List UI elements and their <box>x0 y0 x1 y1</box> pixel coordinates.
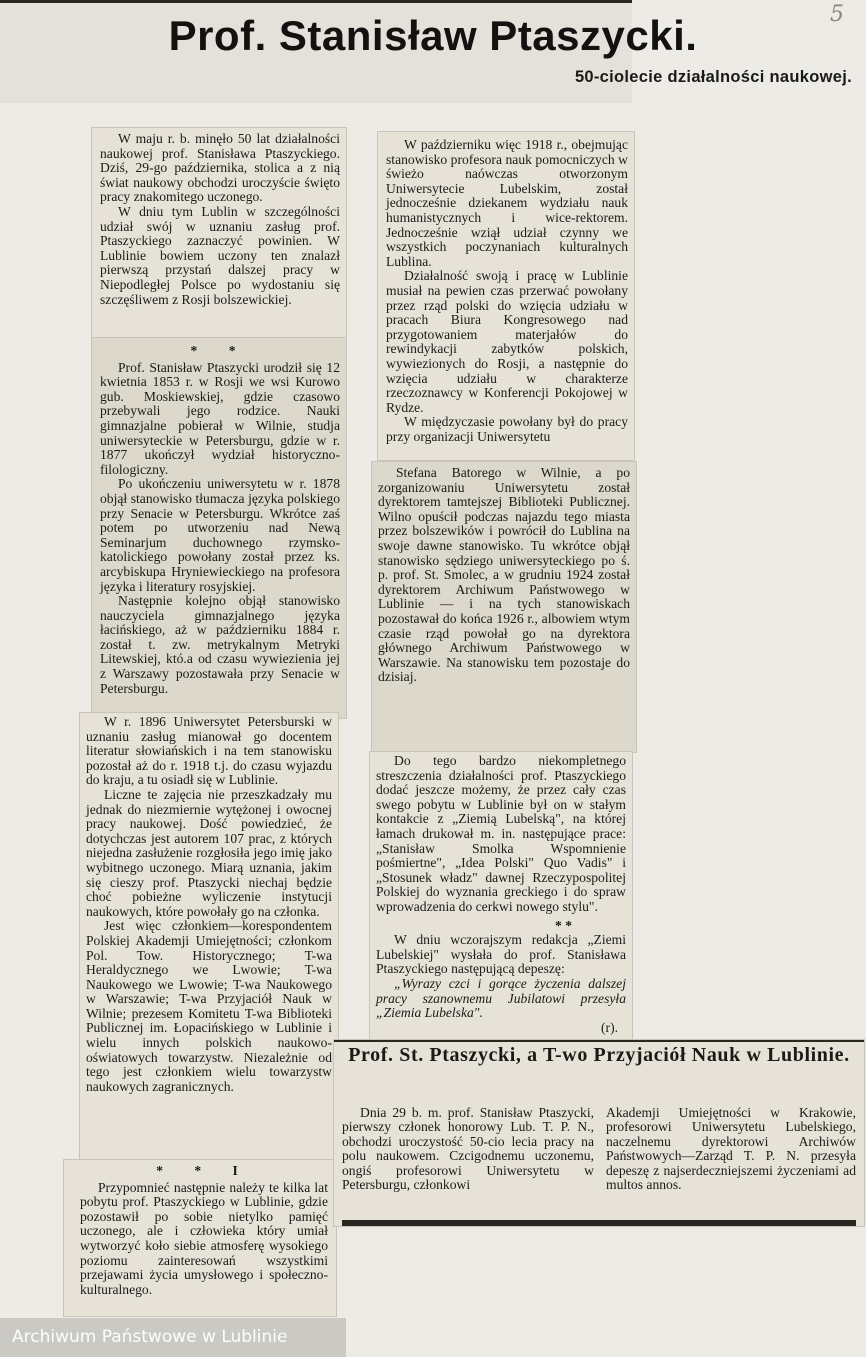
note-column-2 <box>606 1106 856 1192</box>
archive-watermark <box>0 1318 346 1357</box>
paragraph: Akademji Umiejętności w Krakowie, profesorowi Uniwersytetu Lubelskiego, naczelnemu dyrektorowi Archiwów Państwowych—Zarząd T. P. N. przesyła depeszę z najserdeczniejszemi życzeniami ad multos annos. <box>606 1105 856 1193</box>
section-separator: * * I <box>156 1163 252 1178</box>
archive-watermark-text: Archiwum Państwowe w Lublinie <box>12 1327 288 1347</box>
paragraph: Dnia 29 b. m. prof. Stanisław Ptaszycki, pierwszy członek honorowy Lub. T. P. N., obchodzi uroczystość 50-cio lecia pracy na polu naukowem. Czcigodnemu uczonemu, ongiś profesorowi Uniwersytetu w Petersburgu, członkowi <box>342 1105 594 1193</box>
paragraph: W październiku więc 1918 r., obejmując stanowisko profesora nauk pomocniczych w świeżo naówczas otworzonym Uniwersytecie Lubelskim, został jednocześnie dziekanem wydziału nauk humanistycznych i wice-rektorem. Jednocześnie wziął udział czynny we wszystkich poczynaniach kulturalnych Lublina. <box>386 137 628 269</box>
left-clipping-4 <box>64 1160 336 1316</box>
article-subtitle: 50-ciolecie działalności naukowej. <box>574 68 852 86</box>
paragraph: Następnie kolejno objął stanowisko nauczyciela gimnazjalnego języka łacińskiego, aż w październiku 1884 r. został t. zw. metrykalnym Metryki Litewskiej, któ.a od czasu wywiezienia jej z Warszawy pozostawała przy Senacie w Petersburgu. <box>100 593 340 696</box>
top-rule <box>334 1040 864 1042</box>
left-clipping-3 <box>80 713 338 1163</box>
paragraph: W dniu wczorajszym redakcja „Ziemi Lubelskiej" wysłała do prof. Stanisława Ptaszyckiego następującą depeszę: <box>376 932 626 977</box>
section-separator: * * <box>555 917 572 933</box>
society-note-clipping <box>334 1040 864 1226</box>
paragraph: Działalność swoją i pracę w Lublinie musiał na pewien czas przerwać powołany przez rząd polski do wzięcia udziału w pracach Biura Kongresowego nad przygotowaniem materjałów do rewindykacji zabytków polskich, wywiezionych do Rosji, a następnie do wzięcia udziału w charakterze rzeczoznawcy w Konferencji Pokojowej w Rydze. <box>386 268 628 415</box>
article-title: Prof. Stanisław Ptaszycki. <box>168 12 698 59</box>
paragraph: W r. 1896 Uniwersytet Petersburski w uznaniu zasług mianował go docentem literatur słowiańskich i na tem stanowisku pozostał aż do r. 1918 t.j. do czasu wyjazdu do kraju, a tu osiadł się w Lublinie. <box>86 714 332 788</box>
author-signature: (r). <box>601 1019 618 1035</box>
note-column-1 <box>342 1106 594 1192</box>
paragraph: Stefana Batorego w Wilnie, a po zorganizowaniu Uniwersytetu został dyrektorem tamtejszej Biblioteki Publicznej. Wilno opuścił podczas najazdu tego miasta przez bolszewików i powrócił do Lublina na swoje dawne stanowisko. Tu wkrótce objął stanowisko sędziego uniwersyteckiego po ś. p. prof. St. Smolec, a w grudniu 1924 został dyrektorem Archiwum Państwowego w Lublinie — i na tych stanowiskach pozostawał do końca 1926 r., albowiem wtym czasie rząd powołał go na dyrektora głównego Archiwum Państwowego w Warszawie. Na stanowisku tem pozostaje do dzisiaj. <box>378 465 630 685</box>
right-clipping-3 <box>370 752 632 1042</box>
paragraph: W maju r. b. minęło 50 lat działalności naukowej prof. Stanisława Ptaszyckiego. Dziś, 29-go października, stolica a z nią świat naukowy obchodzi uroczyście święto pracy znakomitego uczonego. <box>100 131 340 205</box>
section-separator: * * <box>190 343 250 358</box>
right-clipping-2 <box>372 462 636 752</box>
headline-clipping <box>0 0 852 103</box>
paragraph: W międzyczasie powołany był do pracy przy organizacji Uniwersytetu <box>386 414 628 444</box>
right-clipping-1 <box>378 132 634 460</box>
left-clipping-2 <box>92 338 346 718</box>
paragraph: Do tego bardzo niekompletnego streszczenia działalności prof. Ptaszyckiego dodać jeszcze możemy, że przez cały czas swego pobytu w Lublinie był on w stałym kontakcie z „Ziemią Lubelską", na której łamach drukował m. in. następujące prace: „Stanisław Smolka Wspomnienie pośmiertne", „Idea Polski" Quo Vadis" i „Stosunek władz" dawnej Rzeczypospolitej Polskiej do wyznania greckiego i do spraw wprowadzenia do cerkwi nowego stylu". <box>376 753 626 914</box>
note-heading: Prof. St. Ptaszycki, a T-wo Przyjaciół Nauk w Lublinie. <box>348 1044 850 1066</box>
paragraph: Prof. Stanisław Ptaszycki urodził się 12 kwietnia 1853 r. w Rosji we wsi Kurowo gub. Moskiewskiej, gdzie czasowo przebywali jego rodzice. Nauki gimnazjalne pobierał w Wilnie, studja uniwersyteckie w Petersburgu, gdzie w r. 1877 ukończył wydział historyczno-filologiczny. <box>100 359 340 477</box>
page-number: 5 <box>830 2 844 27</box>
telegram-quote: „Wyrazy czci i gorące życzenia dalszej pracy szanownemu Jubilatowi przesyła „Ziemia Lubelska". <box>376 975 626 1021</box>
paragraph: W dniu tym Lublin w szczególności udział swój w uznaniu zasług prof. Ptaszyckiego zaznaczyć powinien. W Lublinie bowiem uczony ten znalazł pierwszą przystań dalszej pracy w Niepodległej Polsce po wydostaniu się szczęśliwem z Rosji bolszewickiej. <box>100 203 340 307</box>
paragraph: Po ukończeniu uniwersytetu w r. 1878 objął stanowisko tłumacza języka polskiego przy Senacie w Petersburgu. Wkrótce zaś potem po utworzeniu nad Newą Seminarjum duchownego rzymsko-katolickiego powołany został przez ks. arcybiskupa Hryniewieckiego na profesora języka i literatury rosyjskiej. <box>100 476 340 594</box>
paragraph: Przypomnieć następnie należy te kilka lat pobytu prof. Ptaszyckiego w Lublinie, gdzie pozostawił po sobie nietylko pamięć uczonego, ale i człowieka który umiał wytworzyć koło siebie atmosferę wysokiego poziomu zainteresowań wszystkimi przejawami życia umysłowego i społeczno-kulturalnego. <box>80 1179 328 1297</box>
bottom-rule <box>342 1220 856 1226</box>
paragraph: Jest więc członkiem—korespondentem Polskiej Akademji Umiejętności; członkom Pol. Tow. Historycznego; T-wa Heraldycznego we Lwowie; T-wa Naukowego we Lwowie; T-wa Naukowego w Warszawie; T-wa Przyjaciół Nauk w Wilnie; prezesem Komitetu T-wa Biblioteki Publicznej im. Łopacińskiego w Lublinie i wielu innych polskich naukowo-oświatowych towarzystw. Niezależnie od tego jest członkiem wielu towarzystw naukowych zagranicznych. <box>86 918 332 1094</box>
left-clipping-1 <box>92 128 346 338</box>
paragraph: Liczne te zajęcia nie przeszkadzały mu jednak do niezmiernie wytężonej i owocnej pracy naukowej. Dość powiedzieć, że dotychczas jest autorem 107 prac, z których niejedna zasłużenie rozgłosiła jego imię jako wybitnego uczonego. Miarą uznania, jakim się cieszy prof. Ptaszycki niechaj będzie choć pobieżne wyliczenie instytucji naukowych, które powołały go na członka. <box>86 786 332 919</box>
